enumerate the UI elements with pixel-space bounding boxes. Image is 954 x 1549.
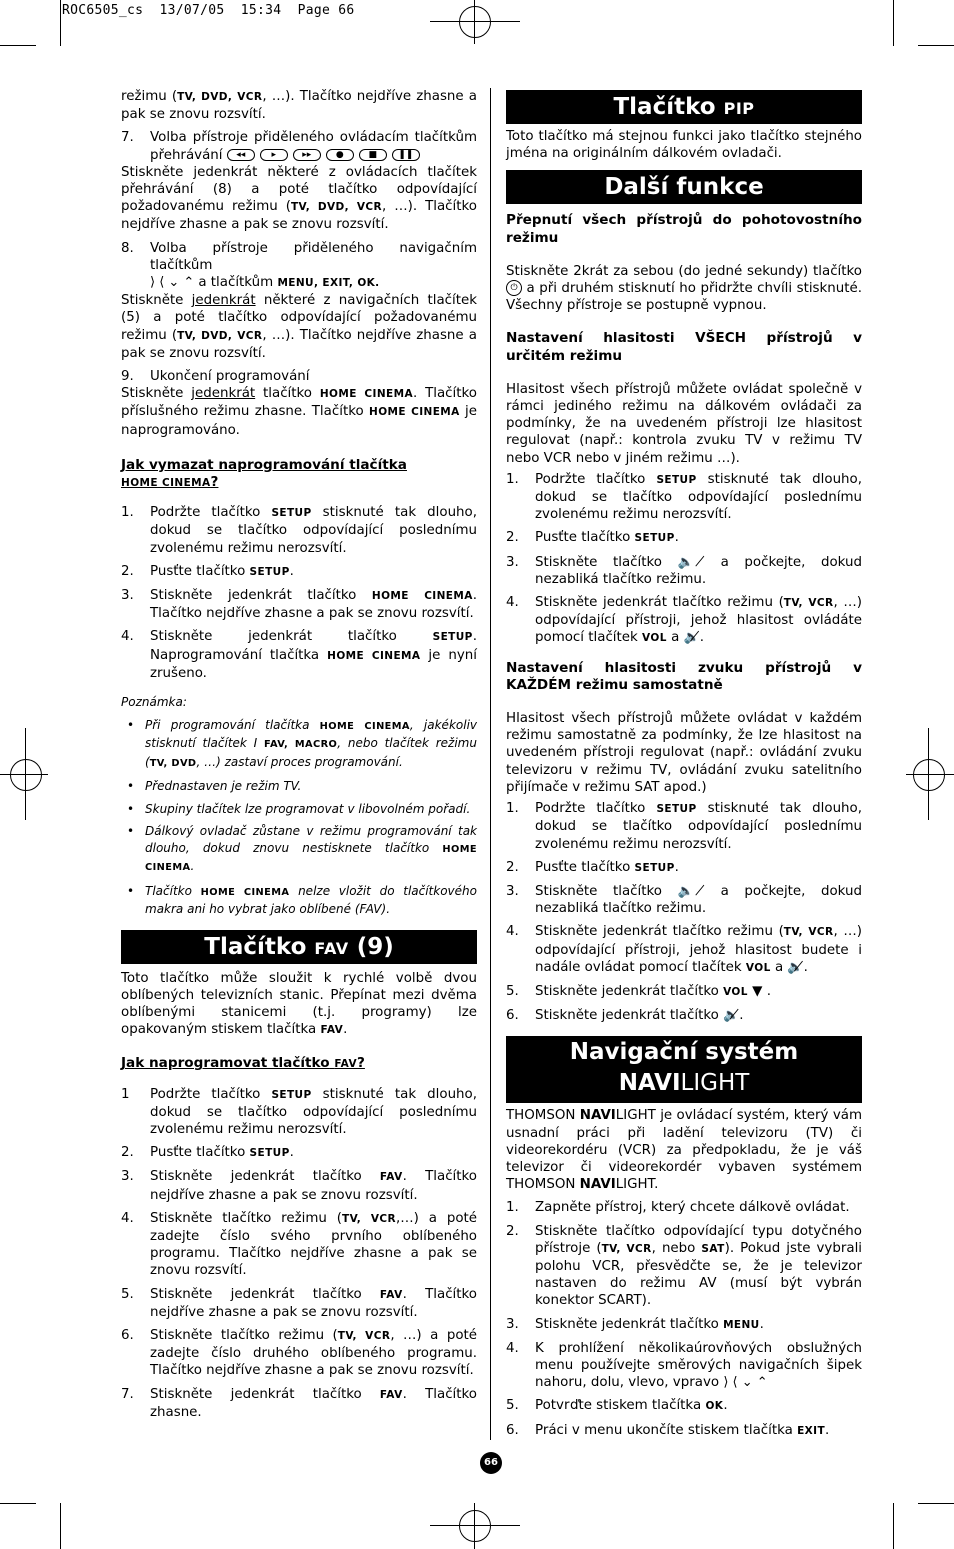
list-item: 1. Podržte tlačítko SETUP stisknuté tak dlouho, dokud se tlačítko odpovídající poslednímu zvolenému režimu nerozsvítí. [506,471,862,523]
crop-mark [0,1503,36,1504]
registration-mark [913,759,945,791]
mute-icon: 🔈̸ [723,1008,740,1024]
erase-steps-list [121,504,477,682]
standby-text: Stiskněte 2krát za sebou (do jedné sekundy) tlačítko ⏻ a při druhém stisknutí ho přidržte chvíli stisknuté. Všechny přístroje se postupně vypnou. [506,263,862,314]
page-number-badge: 66 [480,1452,502,1474]
list-item: 4. Stiskněte jedenkrát tlačítko SETUP. Naprogramování tlačítka HOME CINEMA je nyní zrušeno. [121,629,477,681]
list-item: 3. Stiskněte jedenkrát tlačítko MENU. [506,1316,764,1332]
registration-mark [906,774,954,775]
volume-each-steps-list [506,800,862,1024]
volume-each-heading: Nastavení hlasitosti zvuku přístrojů v KAŽDÉM režimu samostatně [506,659,862,693]
list-item: 7. Volba přístroje přiděleného ovládacím tlačítkům přehrávání ◂◂ ▸ ▸▸ ● ■ ❚❚ Stiskněte jedenkrát některé z ovládacích tlačítek přehrávání (8) a poté tlačítko odpovídající požadovanému režimu (TV, DVD, VCR, …). Tlačítko nejdříve zhasne a pak se znovu rozsvítí. [121,130,477,233]
navilight-text: THOMSON NAVILIGHT je ovládací systém, který vám usnadní práci při ladění televizoru (TV) či videorekordéru (VCR) za předpokladu, že je váš televizor či videorekordér vybaven systémem THOMSON NAVILIGHT. [506,1108,862,1193]
more-functions-banner: Další funkce [506,170,862,204]
mute-icon: 🔈̸ [683,630,700,646]
navilight-steps-list [506,1199,862,1439]
standby-heading: Přepnutí všech přístrojů do pohotovostního režimu [506,212,862,246]
note-item: • Přednastaven je režim TV. [127,779,302,794]
crop-mark [60,1503,61,1549]
mute-icon: 🔈̸ [677,554,706,570]
pip-banner: Tlačítko PIP [506,90,862,124]
list-item: 4. Stiskněte jedenkrát tlačítko režimu (TV, VCR, …) odpovídající přístroji, jehož hlasitost ovládáte pomocí tlačítek VOL a 🔈̸. [506,595,862,646]
list-item: 3. Stiskněte tlačítko 🔈̸ a počkejte, dokud nezabliká tlačítko režimu. [506,554,863,587]
list-item: 2. Stiskněte tlačítko odpovídající typu dotyčného přístroje (TV, VCR, nebo SAT). Pokud jste vybrali polohu VCR, přesvědčte se, že je televizor nastaven do režimu AV (musí být vybrán konektor SCART). [506,1223,863,1309]
record-icon: ● [326,149,354,161]
print-header: ROC6505_cs 13/07/05 15:34 Page 66 [62,3,355,18]
list-item: 4. Stiskněte tlačítko režimu (TV, VCR,…) a poté zadejte číslo svého prvního oblíbeného programu. Tlačítko nejdříve zhasne a pak se znovu rozsvítí. [121,1210,478,1279]
list-item: 6. Stiskněte tlačítko režimu (TV, VCR, …) a poté zadejte číslo druhého oblíbeného programu. Tlačítko nejdříve zhasne a pak se znovu rozsvítí. [121,1328,478,1379]
registration-mark [430,21,520,22]
note-item: • Tlačítko HOME CINEMA nelze vložit do tlačítkového makra ani ho vybrat jako oblíbené (FAV). [127,883,477,917]
mute-icon: 🔈̸ [787,959,804,975]
list-item: 6. Práci v menu ukončíte stiskem tlačítka EXIT. [506,1422,830,1438]
list-item: 1. Zapněte přístroj, který chcete dálkově ovládat. [506,1200,850,1216]
volume-each-text: Hlasitost všech přístrojů můžete ovládat v každém režimu samostatně za podmínky, že lze hlasitost na uvedeném přístroji regulovat (např.: ovládání zvuku televizoru v režimu TV, ovládání zvuku satelitního přijímače v režimu SAT apod.) [506,711,862,795]
note-label: Poznámka: [121,695,187,710]
nav-arrows-icon: ⟩ ⟨ ⌄ ⌃ [150,275,195,291]
pause-icon: ❚❚ [392,149,420,161]
mute-icon: 🔈̸ [677,883,706,899]
crop-mark [918,45,954,46]
registration-mark [10,759,42,791]
list-item: 5. Stiskněte jedenkrát tlačítko VOL ▼ . [506,983,771,999]
play-icon: ▸ [260,149,288,161]
crop-mark [893,0,894,46]
list-item: 1 Podržte tlačítko SETUP stisknuté tak dlouho, dokud se tlačítko odpovídající poslednímu zvolenému režimu nerozsvítí. [121,1086,477,1138]
list-item: 9. Ukončení programování Stiskněte jedenkrát tlačítko HOME CINEMA. Tlačítko příslušného režimu zhasne. Tlačítko HOME CINEMA je naprogramováno. [121,369,477,438]
registration-mark [474,0,475,44]
note-item: • Skupiny tlačítek lze programovat v libovolném pořadí. [127,801,471,816]
list-item: 7. Stiskněte jedenkrát tlačítko FAV. Tlačítko zhasne. [121,1386,477,1420]
volume-all-steps-list [506,471,862,648]
list-item: 4. K prohlížení několikaúrovňových obslužných menu používejte směrových navigačních šipek nahoru, dolu, vlevo, vpravo ⟩ ⟨ ⌄ ⌃ [506,1340,862,1391]
playback-keys-icons [227,148,425,163]
crop-mark [893,1503,894,1549]
column-divider [490,88,491,1440]
list-item: 3. Stiskněte tlačítko 🔈̸ a počkejte, dokud nezabliká tlačítko režimu. [506,883,863,917]
intro-paragraph: režimu (TV, DVD, VCR, …). Tlačítko nejdříve zhasne a pak se znovu rozsvítí. [121,89,477,123]
fav-heading: Jak naprogramovat tlačítko FAV? [121,1055,365,1072]
standby-power-icon: ⏻ [506,280,522,296]
registration-mark [0,774,48,775]
fast-forward-icon: ▸▸ [293,149,321,161]
list-item: 5. Stiskněte jedenkrát tlačítko FAV. Tlačítko nejdříve zhasne a pak se znovu rozsvítí. [121,1286,477,1320]
list-item: 2. Pusťte tlačítko SETUP. [121,563,294,579]
volume-all-text: Hlasitost všech přístrojů můžete ovládat společně v rámci jediného režimu na dálkovém ovládači za podmínky, že na uvedeném přístroji lze hlasitost regulovat (např.: kontrola zvuku TV v režimu TV nebo VCR nebo v jiném režimu …). [506,381,862,466]
registration-mark [459,1510,491,1542]
registration-mark [459,6,491,38]
fav-banner: Tlačítko FAV (9) [121,930,477,964]
fav-intro: Toto tlačítko může sloužit k rychlé volbě dvou oblíbených televizních stanic. Přepínat mezi dvěma oblíbenými stanicemi (t.j. programy) lze opakovaným stiskem tlačítka FAV. [121,970,477,1038]
list-item: 3. Stiskněte jedenkrát tlačítko HOME CINEMA. Tlačítko nejdříve zhasne a pak se znovu rozsvítí. [121,588,478,622]
navilight-banner: Navigační systém NAVILIGHT [506,1036,862,1103]
nav-arrows-icon: ⟩ ⟨ ⌄ ⌃ [723,1375,768,1391]
note-item: • Při programování tlačítka HOME CINEMA, jakékoliv stisknutí tlačítek I FAV, MACRO, nebo tlačítek režimu (TV, DVD, …) zastaví proces programování. [127,717,477,769]
registration-mark [474,1503,475,1549]
rewind-icon: ◂◂ [227,149,255,161]
volume-all-heading: Nastavení hlasitosti VŠECH přístrojů v určitém režimu [506,330,862,364]
erase-heading: Jak vymazat naprogramování tlačítka HOME CINEMA? [121,456,407,491]
list-item: 6. Stiskněte jedenkrát tlačítko 🔈̸. [506,1008,744,1024]
registration-mark [430,1525,520,1526]
note-item: • Dálkový ovladač zůstane v režimu programování tak dlouho, dokud znovu nestisknete tlačítko HOME CINEMA. [127,824,477,874]
list-item: 4. Stiskněte jedenkrát tlačítko režimu (TV, VCR, …) odpovídající přístroji, jehož hlasitost budete i nadále ovládat pomocí tlačítek VOL a 🔈̸. [506,924,862,975]
crop-mark [0,45,36,46]
list-item: 2. Pusťte tlačítko SETUP. [506,859,679,875]
volume-down-icon: ▼ [752,983,763,999]
pip-text: Toto tlačítko má stejnou funkci jako tlačítko stejného jména na originálním dálkovém ovladači. [506,129,862,162]
notes-list [121,717,477,918]
crop-mark [60,0,61,46]
list-item: 2. Pusťte tlačítko SETUP. [506,530,679,546]
list-item: 1. Podržte tlačítko SETUP stisknuté tak dlouho, dokud se tlačítko odpovídající poslednímu zvolenému režimu nerozsvítí. [121,505,477,556]
crop-mark [918,1503,954,1504]
notes-block [121,694,477,918]
list-item: 8. Volba přístroje přiděleného navigačním tlačítkům ⟩ ⟨ ⌄ ⌃ a tlačítkům MENU, EXIT, OK. Stiskněte jedenkrát některé z navigačních tlačítek (5) a poté tlačítko odpovídající požadovanému režimu (TV, DVD, VCR, …). Tlačítko nejdříve zhasne a pak se znovu rozsvítí. [121,240,477,361]
right-column [506,88,862,1440]
programming-steps-list [121,129,477,438]
list-item: 2. Pusťte tlačítko SETUP. [121,1145,294,1161]
fav-steps-list [121,1086,477,1421]
stop-icon: ■ [359,149,387,161]
list-item: 3. Stiskněte jedenkrát tlačítko FAV. Tlačítko nejdříve zhasne a pak se znovu rozsvítí. [121,1169,477,1203]
left-column [121,88,477,1421]
list-item: 1. Podržte tlačítko SETUP stisknuté tak dlouho, dokud se tlačítko odpovídající poslednímu zvolenému režimu nerozsvítí. [506,801,862,852]
list-item: 5. Potvrďte stiskem tlačítka OK. [506,1398,728,1414]
